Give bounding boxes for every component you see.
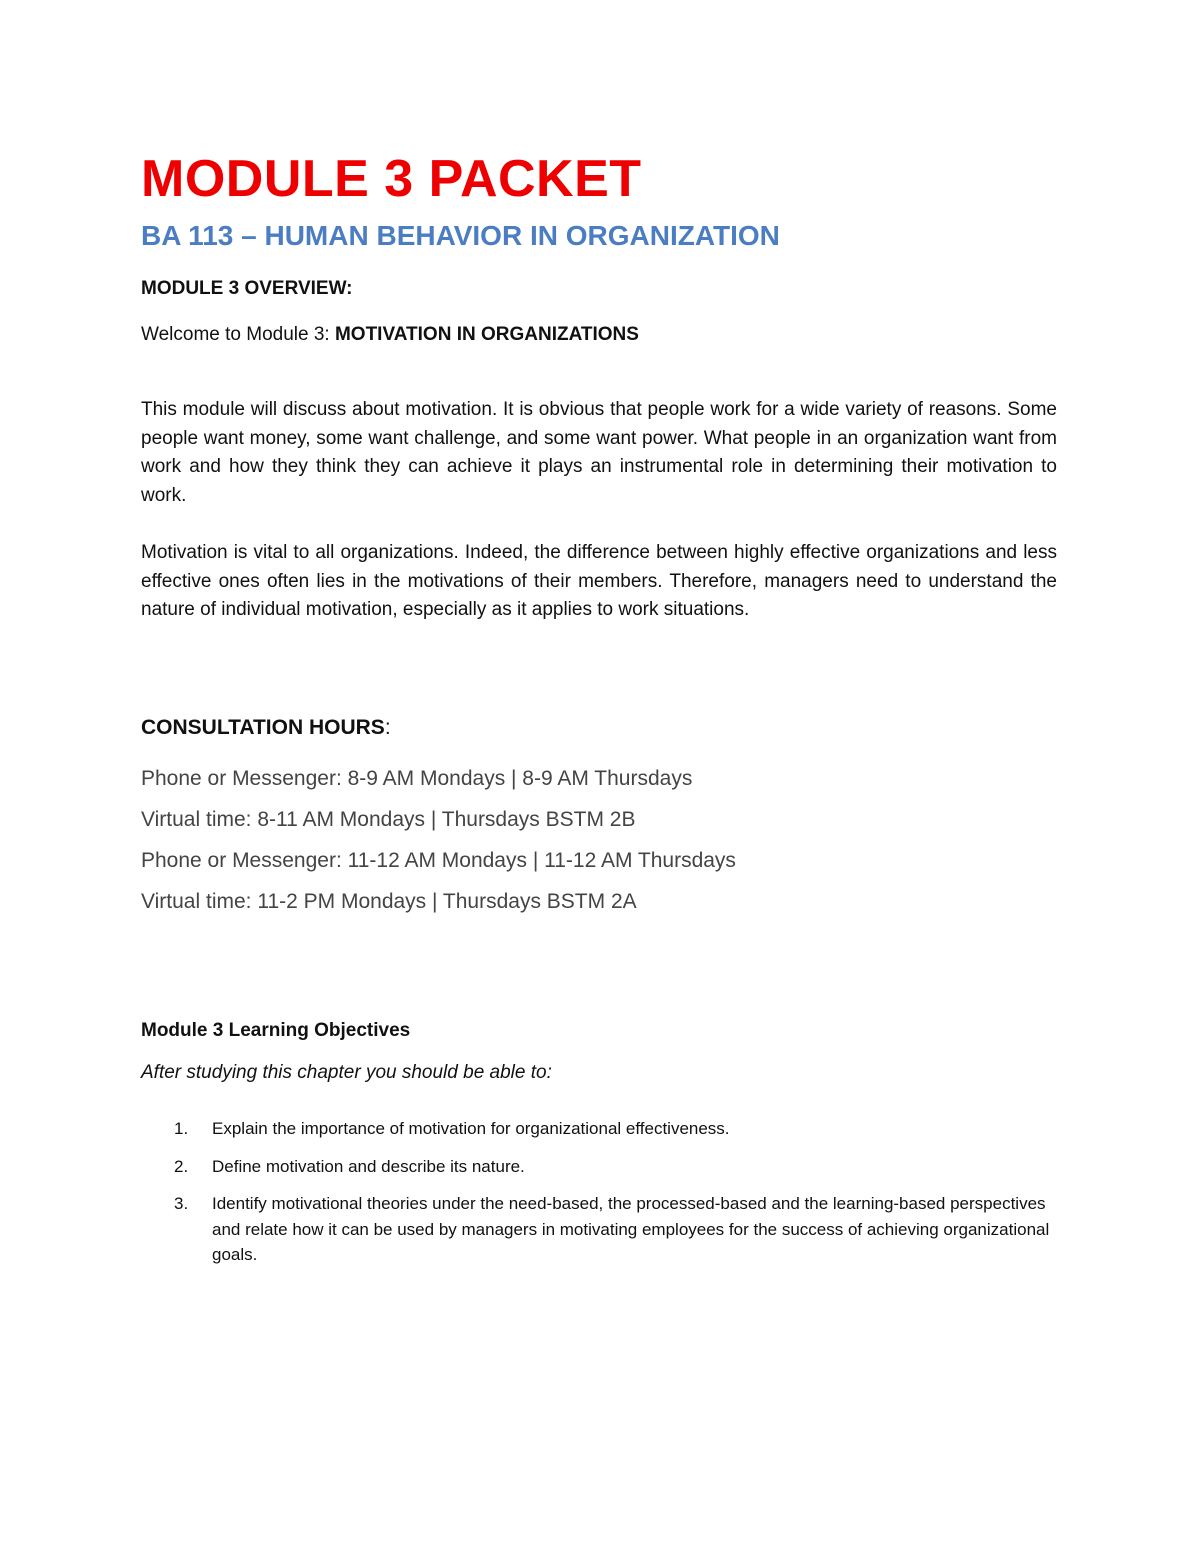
objectives-heading: Module 3 Learning Objectives (141, 1020, 411, 1041)
overview-paragraph: This module will discuss about motivation. It is obvious that people work for a wide variety of reasons. Some people want money, some want challenge, and some want power. What people in an organization want from work and how they think they can achieve it plays an instrumental role in determining their motivation to work. (141, 399, 1057, 507)
course-subtitle: BA 113 – HUMAN BEHAVIOR IN ORGANIZATION (141, 220, 780, 251)
welcome-topic: MOTIVATION IN ORGANIZATIONS (334, 324, 639, 345)
document-title: MODULE 3 PACKET (141, 150, 642, 208)
objective-text: Explain the importance of motivation for organizational effectiveness. (212, 1119, 730, 1138)
consultation-heading-text: CONSULTATION HOURS (141, 716, 385, 739)
objective-number: 2. (174, 1156, 189, 1176)
consultation-hours-item: Phone or Messenger: 8-9 AM Mondays | 8-9 AM Thursdays (141, 767, 693, 790)
overview-heading: MODULE 3 OVERVIEW: (141, 278, 353, 299)
consultation-heading (141, 714, 391, 742)
consultation-hours-list (141, 758, 736, 922)
objectives-list (141, 1116, 1057, 1280)
objective-item (141, 1116, 1057, 1142)
consultation-hours-item: Virtual time: 11-2 PM Mondays | Thursdays BSTM 2A (141, 890, 637, 913)
consultation-hours-item: Phone or Messenger: 11-12 AM Mondays | 11-12 AM Thursdays (141, 849, 736, 872)
consultation-hours-item: Virtual time: 8-11 AM Mondays | Thursdays BSTM 2B (141, 808, 636, 831)
objective-text: Define motivation and describe its nature. (212, 1156, 525, 1176)
welcome-line (141, 322, 639, 348)
objective-number: 1. (174, 1119, 189, 1138)
overview-paragraph: Motivation is vital to all organizations. Indeed, the difference between highly effective organizations and less effective ones often lies in the motivations of their members. Therefore, managers need to understand the nature of individual motivation, especially as it applies to work situations. (141, 542, 1057, 621)
objective-text: Identify motivational theories under the need-based, the processed-based and the learning-based perspectives and relate how it can be used by managers in motivating employees for the success of achieving organizational goals. (212, 1194, 1050, 1264)
objectives-intro: After studying this chapter you should be able to: (141, 1062, 552, 1083)
objective-item (141, 1191, 1057, 1268)
consultation-heading-colon: : (384, 716, 391, 739)
objective-number: 3. (174, 1194, 189, 1213)
welcome-prefix: Welcome to Module 3: (141, 324, 335, 345)
objective-item (141, 1154, 1057, 1180)
